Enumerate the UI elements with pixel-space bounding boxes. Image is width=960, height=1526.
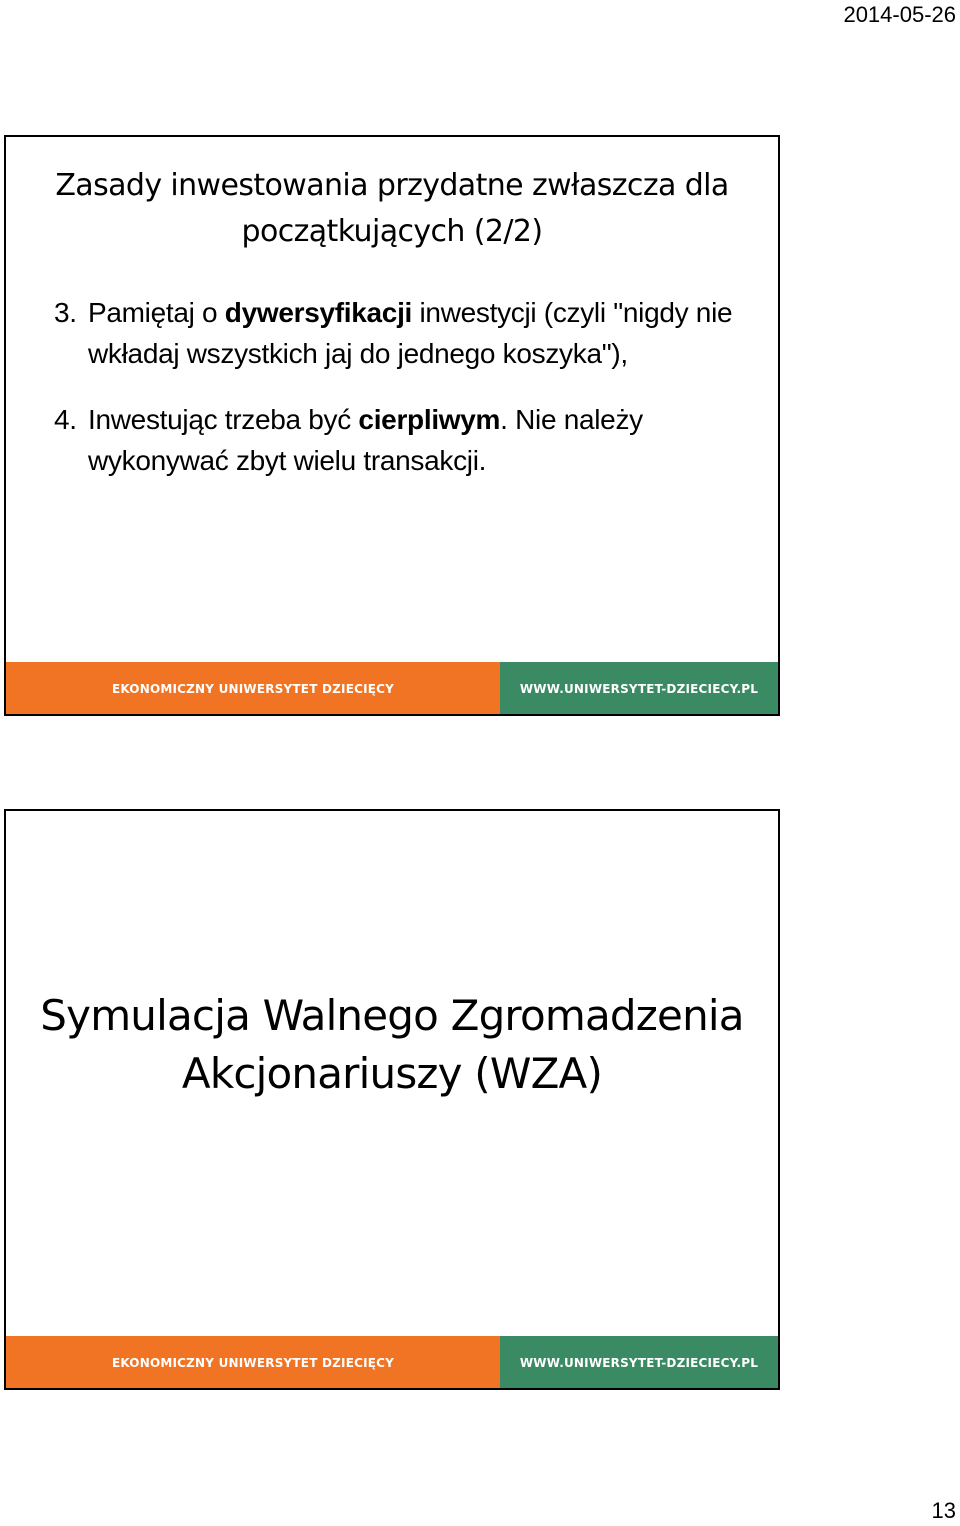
list-item-bold-term: dywersyfikacji [224, 297, 413, 328]
slide-footer [6, 1336, 778, 1388]
list-item-text-before: Inwestując trzeba być [88, 404, 359, 435]
list-item-text-after: inwestycji (czyli "nigdy nie wkładaj wszystkich jaj do jednego koszyka"), [88, 297, 733, 369]
footer-website [500, 1336, 778, 1388]
footer-organization [6, 1336, 500, 1388]
slide-footer [6, 662, 778, 714]
footer-website-label: WWW.UNIWERSYTET-DZIECIECY.PL [519, 682, 759, 696]
slide-wza-simulation [4, 809, 780, 1390]
footer-organization [6, 662, 500, 714]
footer-organization-label: EKONOMICZNY UNIWERSYTET DZIECIĘCY [111, 682, 395, 696]
footer-website-label: WWW.UNIWERSYTET-DZIECIECY.PL [519, 1356, 759, 1370]
rules-list [54, 292, 734, 481]
slide-title-line-1: Symulacja Walnego Zgromadzenia [40, 991, 744, 1040]
slide-title [6, 987, 778, 1103]
slide-investment-rules [4, 135, 780, 716]
list-item-text-after: . Nie należy wykonywać zbyt wielu transakcji. [88, 404, 643, 476]
footer-organization-label: EKONOMICZNY UNIWERSYTET DZIECIĘCY [111, 1356, 395, 1370]
list-item-number: 4. [54, 404, 77, 435]
list-item-text-before: Pamiętaj o [88, 297, 225, 328]
page-number: 13 [931, 1498, 956, 1523]
list-item-number: 3. [54, 297, 77, 328]
slide-title-line-2: Akcjonariuszy (WZA) [181, 1049, 603, 1098]
list-item [54, 292, 734, 374]
list-item-bold-term: cierpliwym [358, 404, 501, 435]
slide-title-line-2: początkujących (2/2) [241, 214, 543, 249]
slide-title [6, 163, 778, 255]
list-item [54, 399, 734, 481]
page-date: 2014-05-26 [843, 2, 956, 27]
footer-website [500, 662, 778, 714]
slide-title-line-1: Zasady inwestowania przydatne zwłaszcza dla [55, 168, 729, 203]
